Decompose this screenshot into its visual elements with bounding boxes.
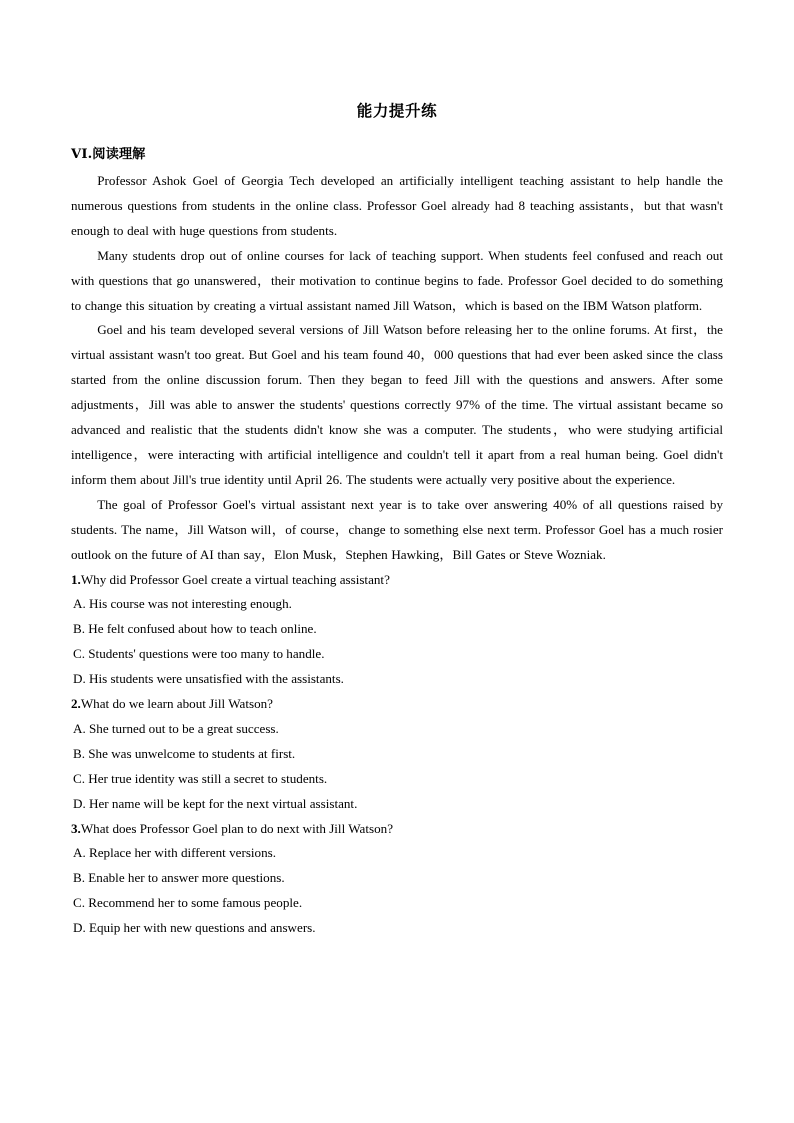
- question-block-3: [71, 817, 723, 942]
- question-2-option-b[interactable]: B. She was unwelcome to students at first.: [73, 745, 296, 761]
- question-number-1: 1.: [71, 571, 81, 587]
- question-1-option-a[interactable]: A. His course was not interesting enough.: [73, 596, 292, 612]
- question-block-1: [71, 568, 723, 693]
- question-stem-1: [71, 568, 723, 593]
- page-title: 能力提升练: [356, 101, 438, 120]
- question-text-2: What do we learn about Jill Watson?: [80, 696, 273, 712]
- question-stem-3: [71, 817, 723, 842]
- question-text-1: Why did Professor Goel create a virtual teaching assistant?: [80, 571, 390, 587]
- question-3-option-d[interactable]: D. Equip her with new questions and answers.: [73, 920, 316, 936]
- question-block-2: [71, 692, 723, 817]
- question-3-option-c[interactable]: C. Recommend her to some famous people.: [73, 895, 303, 911]
- passage-paragraph-3: Goel and his team developed several versions of Jill Watson before releasing her to the online forums. At first，the virtual assistant wasn't too great. But Goel and his team found 40，000 questions that had ever been asked since the class started from the online discussion forum. Then they began to feed Jill with the questions and answers. After some adjustments，Jill was able to answer the students' questions correctly 97% of the time. The virtual assistant became so advanced and realistic that the students didn't know she was a computer. The students，who were studying artificial intelligence，were interacting with artificial intelligence and couldn't tell it apart from a real human being. Goel didn't inform them about Jill's true identity until April 26. The students were actually very positive about the experience.: [71, 322, 723, 487]
- question-2-option-a[interactable]: A. She turned out to be a great success.: [73, 720, 279, 736]
- question-1-option-c[interactable]: C. Students' questions were too many to handle.: [73, 646, 325, 662]
- question-3-option-a[interactable]: A. Replace her with different versions.: [73, 845, 277, 861]
- question-3-option-b[interactable]: B. Enable her to answer more questions.: [73, 870, 285, 886]
- question-number-2: 2.: [71, 696, 81, 712]
- question-stem-2: [71, 692, 723, 717]
- question-1-option-d[interactable]: D. His students were unsatisfied with the assistants.: [73, 671, 344, 687]
- passage-paragraph-2: Many students drop out of online courses for lack of teaching support. When students feel confused and reach out with questions that go unanswered，their motivation to continue begins to fade. Professor Goel decided to do something to change this situation by creating a virtual assistant named Jill Watson，which is based on the IBM Watson platform.: [71, 247, 723, 313]
- passage-paragraph-4: The goal of Professor Goel's virtual assistant next year is to take over answering 40% of all questions raised by students. The name，Jill Watson will，of course，change to something else next term. Professor Goel has a much rosier outlook on the future of AI than say，Elon Musk，Stephen Hawking，Bill Gates or Steve Wozniak.: [71, 496, 723, 562]
- section-heading-reading-comprehension: VI.阅读理解: [71, 147, 146, 162]
- question-2-option-d[interactable]: D. Her name will be kept for the next virtual assistant.: [73, 795, 358, 811]
- question-2-option-c[interactable]: C. Her true identity was still a secret to students.: [73, 770, 328, 786]
- question-text-3: What does Professor Goel plan to do next with Jill Watson?: [80, 820, 394, 836]
- passage-paragraph-1: Professor Ashok Goel of Georgia Tech developed an artificially intelligent teaching assistant to help handle the numerous questions from students in the online class. Professor Goel already had 8 teaching assistants，but that wasn't enough to deal with huge questions from students.: [71, 173, 723, 238]
- question-1-option-b[interactable]: B. He felt confused about how to teach online.: [73, 621, 317, 637]
- document-content: [71, 98, 723, 941]
- question-number-3: 3.: [71, 820, 81, 836]
